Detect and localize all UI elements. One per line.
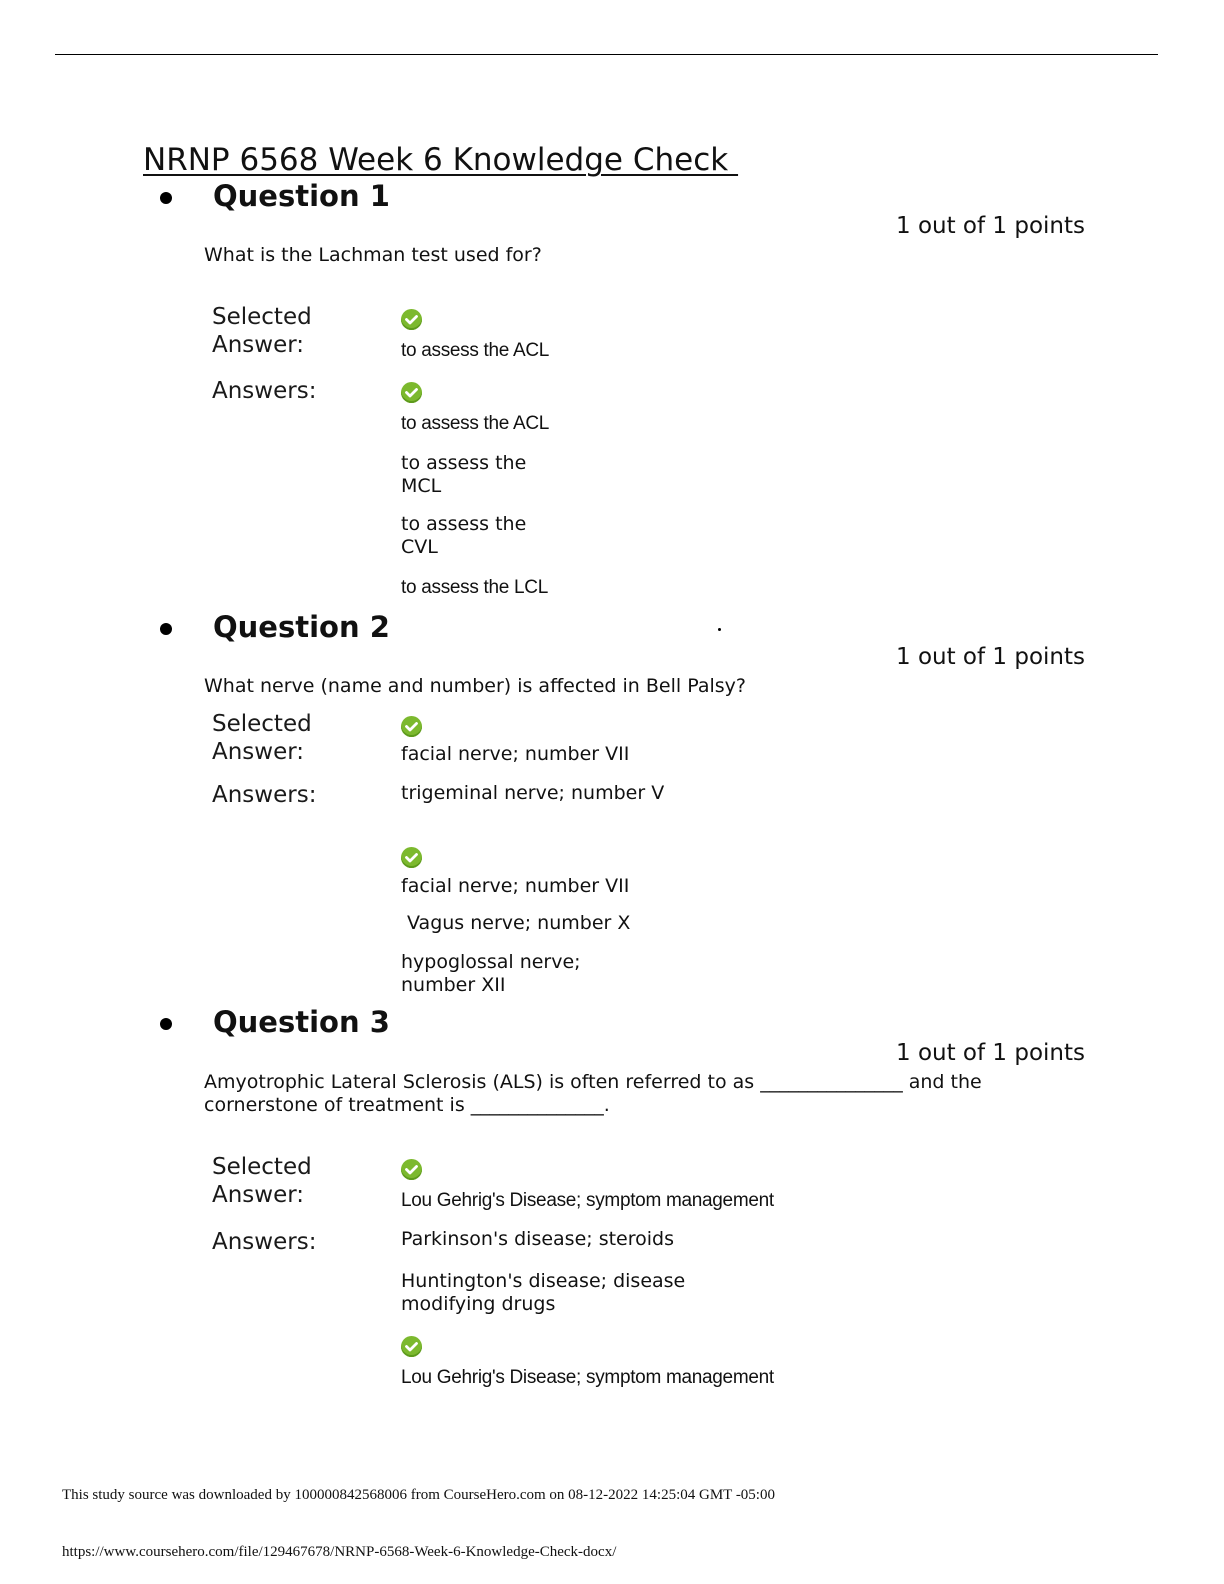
question-2-answer-2: facial nerve; number VII: [401, 875, 630, 897]
check-circle-icon: [401, 847, 422, 868]
check-circle-icon: [401, 382, 422, 403]
question-3-answer-1: Parkinson's disease; steroids: [401, 1228, 675, 1250]
question-2-answer-4: hypoglossal nerve; number XII: [401, 951, 581, 996]
question-1-answer-2: to assess the MCL: [401, 452, 527, 497]
stray-dot: [718, 628, 721, 631]
selected-answer-label: Selected Answer:: [212, 304, 312, 358]
question-3-answer-3: Lou Gehrig's Disease; symptom management: [401, 1367, 774, 1388]
top-rule: [55, 54, 1158, 55]
question-2-heading: Question 2: [213, 610, 390, 644]
question-3-points: 1 out of 1 points: [896, 1040, 1085, 1066]
check-circle-icon: [401, 309, 422, 330]
bullet-icon: [160, 623, 172, 635]
question-1-text: What is the Lachman test used for?: [204, 244, 542, 266]
check-circle-icon: [401, 716, 422, 737]
question-3-text: Amyotrophic Lateral Sclerosis (ALS) is often referred to as _______________ and the cornerstone of treatment is ______________.: [204, 1071, 982, 1116]
footer-url-link[interactable]: https://www.coursehero.com/file/129467678/NRNP-6568-Week-6-Knowledge-Check-docx/: [62, 1544, 617, 1560]
check-circle-icon: [401, 1159, 422, 1180]
question-1-answer-3: to assess the CVL: [401, 513, 527, 558]
footer-source-note: This study source was downloaded by 100000842568006 from CourseHero.com on 08-12-2022 14:25:04 GMT -05:00: [62, 1487, 775, 1503]
question-1-points: 1 out of 1 points: [896, 213, 1085, 239]
answers-label: Answers:: [212, 378, 317, 404]
question-2-answer-3: Vagus nerve; number X: [401, 912, 631, 934]
answers-label: Answers:: [212, 1229, 317, 1255]
question-3-selected-answer: Lou Gehrig's Disease; symptom management: [401, 1190, 774, 1211]
selected-answer-label: Selected Answer:: [212, 1154, 312, 1208]
question-3-heading: Question 3: [213, 1005, 390, 1039]
question-1-selected-answer: to assess the ACL: [401, 340, 550, 361]
question-2-selected-answer: facial nerve; number VII: [401, 743, 630, 765]
question-2-answer-1: trigeminal nerve; number V: [401, 782, 665, 804]
question-1-answer-1: to assess the ACL: [401, 413, 550, 434]
bullet-icon: [160, 192, 172, 204]
question-2-points: 1 out of 1 points: [896, 644, 1085, 670]
answers-label: Answers:: [212, 782, 317, 808]
question-2-text: What nerve (name and number) is affected in Bell Palsy?: [204, 675, 746, 697]
check-circle-icon: [401, 1336, 422, 1357]
document-title: NRNP 6568 Week 6 Knowledge Check: [143, 142, 739, 178]
question-3-answer-2: Huntington's disease; disease modifying drugs: [401, 1270, 686, 1315]
question-1-answer-4: to assess the LCL: [401, 577, 548, 598]
selected-answer-label: Selected Answer:: [212, 711, 312, 765]
question-1-heading: Question 1: [213, 179, 390, 213]
bullet-icon: [160, 1018, 172, 1030]
